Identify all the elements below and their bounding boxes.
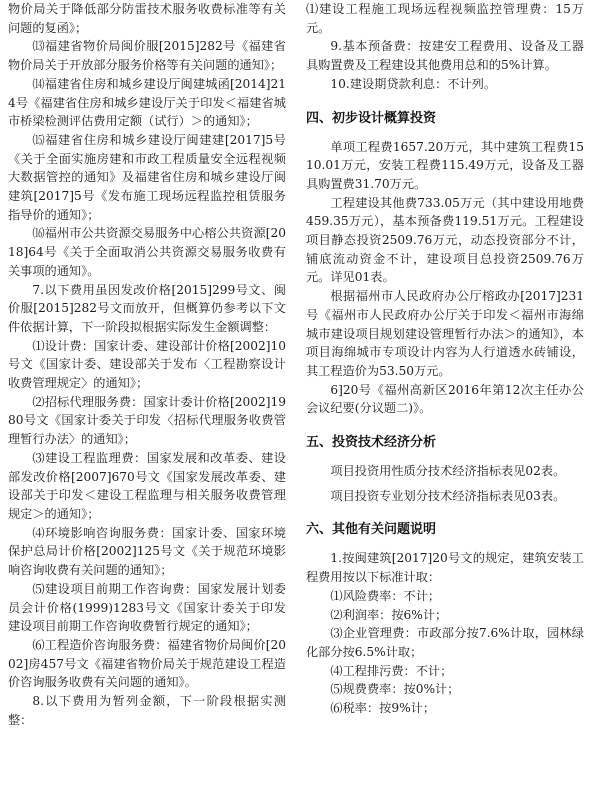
paragraph: ⑶企业管理费：市政部分按7.6%计取，园林绿化部分按6.5%计取；	[306, 626, 584, 659]
paragraph: 7.以下费用虽因发改价格[2015]299号文、闽价服[2015]282号文而放开，但概算仍参考以下文件依据计算，下一阶段拟根据实际发生金额调整：	[8, 282, 286, 334]
paragraph: ⑵招标代理服务费：国家计委计价格[2002]1980号文《国家计委关于印发〈招标代理服务收费管理暂行办法〉的通知》；	[8, 394, 286, 447]
paragraph: 9.基本预备费：按建安工程费用、设备及工器具购置费及工程建设其他费用总和的5%计算。	[306, 39, 584, 73]
paragraph: ⑸建设项目前期工作咨询费：国家发展计划委员会计价格(1999)1283号文《国家计委关于印发建设项目前期工作咨询收费暂行规定的通知》；	[8, 581, 286, 634]
paragraph: ⑷工程排污费：不计；	[330, 663, 453, 678]
paragraph: 8.以下费用为暂列金额，下一阶段根据实测整：	[8, 694, 286, 727]
paragraph: 工程建设其他费733.05万元（其中建设用地费459.35万元），基本预备费119.51万元。工程建设项目静态投资2509.76万元，动态投资部分不计，铺底流动资金不计，建设项目总投资2509.76万元。详见01表。	[306, 195, 584, 285]
paragraph: ⑴设计费：国家计委、建设部计价格[2002]10号文《国家计委、建设部关于发布〈工程勘察设计收费管理规定〉的通知》；	[8, 338, 286, 391]
paragraph: 根据福州市人民政府办公厅榕政办[2017]231号《福州市人民政府办公厅关于印发＜福州市海绵城市建设项目规划建设管理暂行办法＞的通知》，本项目海绵城市专项设计内容为人行道透水砖铺设，其工程造价为53.50万元。	[306, 289, 584, 378]
section-heading: 五、投资技术经济分析	[306, 435, 437, 451]
paragraph: ⒂福建省住房和城乡建设厅闽建建[2017]5号《关于全面实施房建和市政工程质量安全远程视频大数据管控的通知》及福建省住房和城乡建设厅闽建筑[2017]5号《发布施工现场远程监控租赁服务指导价的通知》；	[8, 132, 286, 222]
right-column	[306, 0, 584, 718]
paragraph: 单项工程费1657.20万元，其中建筑工程费1510.01万元，安装工程费115.49万元，设备及工器具购置费31.70万元。	[306, 139, 584, 191]
paragraph: 项目投资专业划分技术经济指标表见03表。	[330, 488, 566, 503]
paragraph: 1.按闽建筑[2017]20号文的规定，建筑安装工程费用按以下标准计取：	[306, 551, 584, 585]
paragraph: ⑷环境影响咨询服务费：国家计委、国家环境保护总局计价格[2002]125号文《关于规范环境影响咨询收费有关问题的通知》；	[8, 525, 286, 578]
section-heading: 六、其他有关问题说明	[306, 522, 437, 538]
paragraph: ⑴建设工程施工现场远程视频监控管理费：15万元。	[306, 2, 584, 35]
paragraph: ⑵利润率：按6%计；	[330, 607, 448, 622]
section-heading: 四、初步设计概算投资	[306, 110, 437, 126]
left-column	[8, 0, 286, 729]
paragraph: 6]20号《福州高新区2016年第12次主任办公会议纪要(分议题二)》。	[306, 382, 584, 416]
paragraph: ⑹工程造价咨询服务费：福建省物价局闽价[2002]房457号文《福建省物价局关于规范建设工程造价咨询服务收费有关问题的通知》。	[8, 637, 286, 690]
paragraph: 10.建设期贷款利息：不计列。	[330, 76, 497, 91]
paragraph: ⒁福建省住房和城乡建设厅闽建城函[2014]214号《福建省住房和城乡建设厅关于印发＜福建省城市桥梁检测评估费用定额（试行）＞的通知》；	[8, 76, 286, 129]
paragraph: 物价局关于降低部分防雷技术服务收费标准等有关问题的复函》；	[8, 2, 286, 35]
paragraph: ⒀福建省物价局闽价服[2015]282号《福建省物价局关于开放部分服务价格等有关问题的通知》；	[8, 39, 286, 73]
paragraph: ⒃福州市公共资源交易服务中心榕公共资源[2018]64号《关于全面取消公共资源交易服务收费有关事项的通知》。	[8, 226, 286, 278]
paragraph: ⑴风险费率：不计；	[330, 588, 441, 603]
paragraph: ⑸规费费率：按0%计；	[330, 682, 460, 697]
paragraph: ⑹税率：按9%计；	[330, 701, 436, 716]
paragraph: 项目投资用性质分技术经济指标表见02表。	[330, 464, 566, 479]
paragraph: ⑶建设工程监理费：国家发展和改革委、建设部发改价格[2007]670号文《国家发展改革委、建设部关于印发＜建设工程监理与相关服务收费管理规定＞的通知》；	[8, 450, 286, 521]
